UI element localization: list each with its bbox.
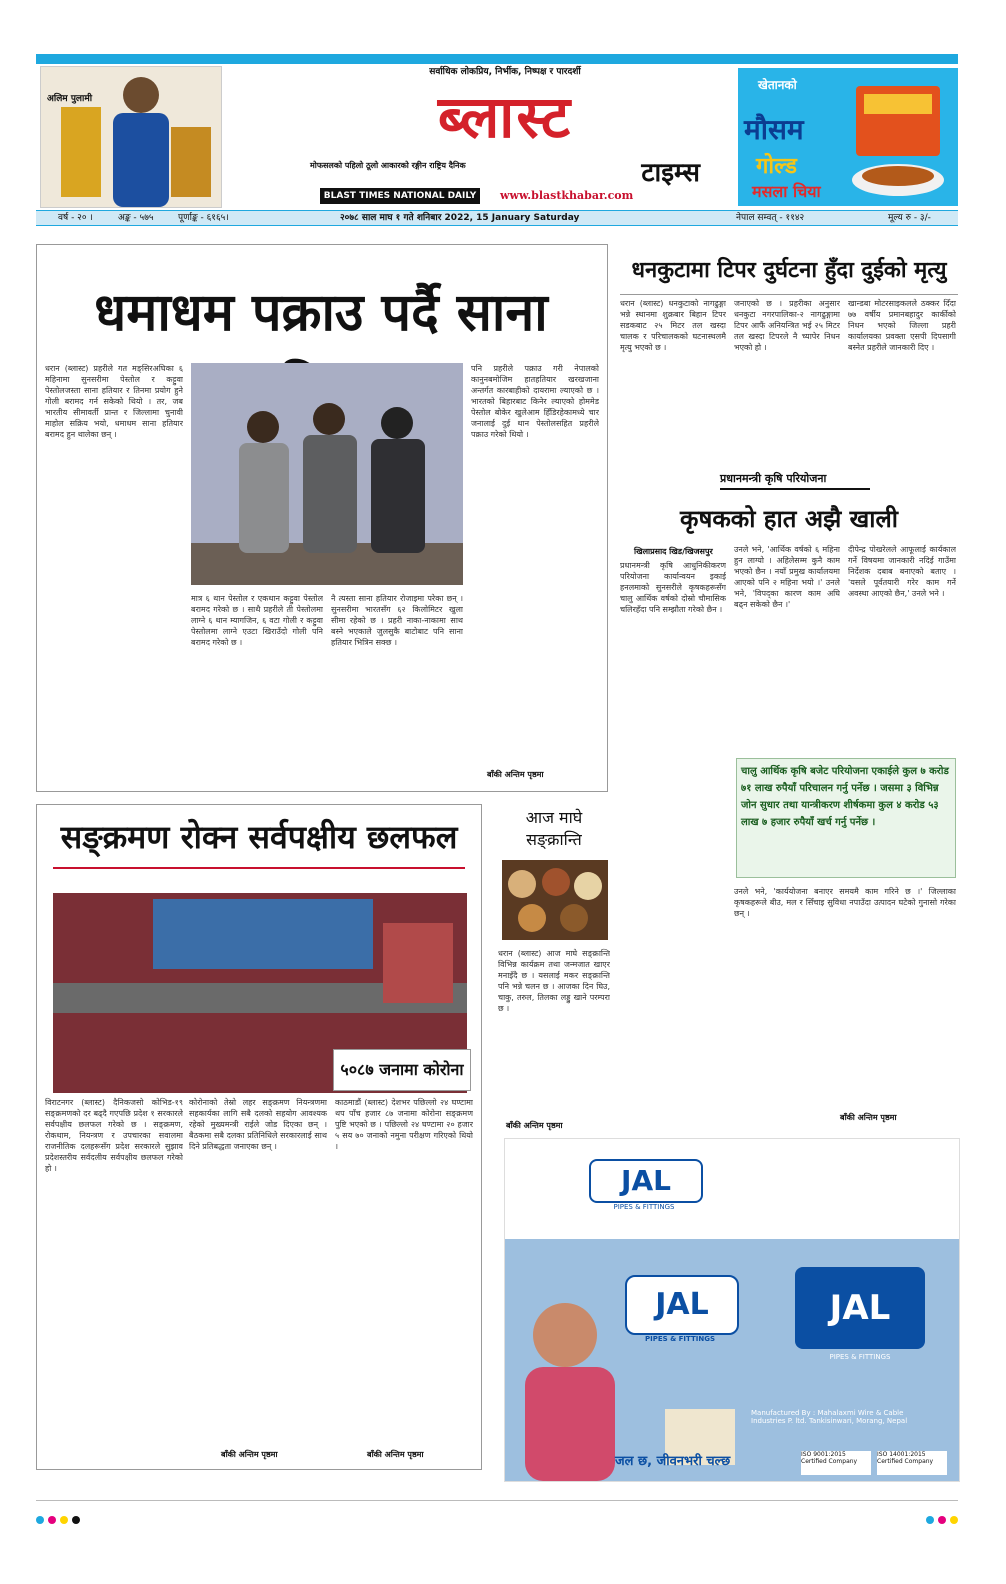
issue-number: अङ्क - ५७५ <box>118 213 154 223</box>
story-covid-continued-1[interactable]: बाँकी अन्तिम पृष्ठमा <box>221 1450 278 1459</box>
tea-gold: गोल्ड <box>756 154 797 179</box>
story-covid-continued-2[interactable]: बाँकी अन्तिम पृष्ठमा <box>367 1450 424 1459</box>
story-covid-headline[interactable]: सङ्क्रमण रोक्न सर्वपक्षीय छलफल <box>60 818 458 856</box>
masthead-tagline: मोफसलको पहिलो ठूलो आकारको रङ्गीन राष्ट्रिय दैनिक <box>310 161 466 170</box>
story-weapons-continued[interactable]: बाँकी अन्तिम पृष्ठमा <box>487 770 544 779</box>
story-weapons-col-mid-right: नै त्यस्ता साना हतियार रोजाइमा परेका छन् । सुनसरीमा भारतसँग ६२ किलोमिटर खुला सीमा रहेको छ । प्रहरी नाका-नाकामा साथ बस्ने भएकाले जुलसुकै बाटोबाट पनि साना हतियार भित्रिन सक्छ । <box>331 594 463 647</box>
bottom-rule <box>36 1500 958 1501</box>
story-covid <box>36 804 482 1470</box>
issue-info-bar <box>36 210 958 226</box>
masthead-top-bar <box>36 54 958 64</box>
arrest-photo-graphic <box>191 363 463 585</box>
story-farmers-continued[interactable]: बाँकी अन्तिम पृष्ठमा <box>840 1113 897 1122</box>
masthead-tagline-top: सर्वाधिक लोकप्रिय, निर्भीक, निष्पक्ष र पारदर्शी <box>429 67 581 77</box>
tea-brand: खेतानको <box>758 78 797 92</box>
story-weapons-col1: धरान (ब्लास्ट) प्रहरीले गत मङ्सिरअघिका ६ महिनामा सुनसरीमा पेस्तोल र कट्टुवा पेस्तोलजस्ता साना हतियार र तिनमा प्रयोग हुने गोली बरामद गर्न सकेको थियो । तर, जब भारतीय सीमावर्ती प्रान्त र जिल्लामा चुनावी माहोल सक्रिय भयो, धमाधम साना हतियार बरामद हुन थालेका छन् । <box>45 364 183 439</box>
story-accident-col3: खान्डबा मोटरसाइकलले ठक्कर दिँदा ७७ वर्षीय प्रमानबहादुर कार्कीको निधन भएको जिल्ला प्रहरी कार्यालयका प्रवक्ता एसपी दिपसागी बस्नेत प्रहरीले जानकारी दिए । <box>848 299 956 352</box>
jal-sub-top: PIPES & FITTINGS <box>613 1203 675 1211</box>
story-sankranti-title-1[interactable]: आज माघे <box>525 808 583 827</box>
price: मूल्य रु - ३/- <box>888 213 931 223</box>
jal-logo-top: JAL <box>589 1159 703 1203</box>
budget-highlight-box: चालु आर्थिक कृषि बजेट परियोजना एकाईले कुल ७ करोड ७१ लाख रुपैयाँ परिचालन गर्नु पर्नेछ । जसमा ३ विभिन्न जोन सुधार तथा यान्त्रीकरण शीर्षकमा कुल ४ करोड ५३ लाख ७ हजार रुपैयाँ खर्च गर्नु पर्नेछ । <box>736 758 956 878</box>
nepal-sambat: नेपाल सम्वत् - ११४२ <box>736 213 805 223</box>
tea-advertisement[interactable] <box>738 68 958 206</box>
story-farmers-headline[interactable]: कृषकको हात अझै खाली <box>680 504 898 533</box>
story-farmers-col1: प्रधानमन्त्री कृषि आधुनिकीकरण परियोजना कार्यान्वयन इकाई हनलमाको सुनसरीले कृषकहरूसँग चालु आर्थिक वर्षको दोस्रो चौमासिक चलिरहँदा पनि सम्झौता गरेको छैन । <box>620 561 726 614</box>
story-farmers-col-bottom: उनले भने, 'कार्ययोजना बनाएर समयमै काम गरिने छ ।' जिल्लाका कृषकहरूले बीउ, मल र सिँचाइ सुविधा नपाउँदा उत्पादन घटेको गुनासो गरेका छन् । <box>734 887 956 918</box>
story-covid-col2: कोरोनाको तेस्रो लहर सङ्क्रमण नियन्त्रणमा सहकार्यका लागि सबै दलको सहयोग आवश्यक रहेको मुख्यमन्त्री राईले जोड दिएका छन् । बैठकमा सबै दलका प्रतिनिधिले सरकारलाई साथ दिने प्रतिबद्धता जनाएका छन् । <box>189 1098 327 1151</box>
registration-mark <box>938 1516 946 1524</box>
story-sankranti-title-2[interactable]: सङ्क्रान्ति <box>526 830 582 849</box>
story-weapons-col-mid-left: मात्र ६ थान पेस्तोल र एकथान कट्टुवा पेस्तोल बरामद गरेको छ । साथै प्रहरीले ती पेस्तोलमा लाग्ने ६ थान म्यागजिन, ६ वटा गोली र कट्टुवा पेस्तोलमा लाग्ने एउटा खिराउँदो गोली पनि बरामद गरेको छ । <box>191 594 323 647</box>
masthead-photo <box>40 66 222 208</box>
registration-mark <box>72 1516 80 1524</box>
story-farmers-byline: खिलाप्रसाद खिड/खिजसपुर <box>634 547 713 556</box>
story-accident-col1: धरान (ब्लास्ट) धनकुटाको नागढुङ्गा भन्ने स्थानमा शुक्रबार बिहान टिपर सडकबाट २५ मिटर तल खस्दा चालक र परिचालकको घटनास्थलमै मृत्यु भएको छ । <box>620 299 726 352</box>
story-weapons <box>36 244 608 792</box>
story-covid-col3: काठमाडौं (ब्लास्ट) देशभर पछिल्लो २४ घण्टामा थप पाँच हजार ८७ जनामा कोरोना सङ्क्रमण पुष्टि भएको छ । पछिल्लो २४ घण्टामा २० हजार ५ सय ७० जनाको नमुना परीक्षण गरिएको थियो । <box>335 1098 473 1151</box>
jal-iso-14001: ISO 14001:2015 Certified Company <box>877 1451 947 1475</box>
story-farmers-col2: उनले भने, 'आर्थिक वर्षको ६ महिना हुन लाग्यो । अहिलेसम्म कुनै काम भएको छैन । नयाँ प्रमुख कार्यालयमा आएको पनि २ महिना भयो ।' उनले भने, 'विपद्का कारण काम अघि बढ्न सकेको छैन ।' <box>734 545 840 609</box>
story-weapons-headline[interactable]: धमाधम पक्राउ पर्दै साना <box>94 282 548 343</box>
masthead-logo[interactable] <box>300 64 710 206</box>
tea-name: मौसम <box>744 113 804 146</box>
website-link[interactable]: www.blastkhabar.com <box>500 189 634 202</box>
story-sankranti-continued[interactable]: बाँकी अन्तिम पृष्ठमा <box>506 1121 563 1130</box>
jal-manufacturer: Manufactured By : Mahalaxmi Wire & Cable Industries P. ltd. Tankisinwari, Morang, Nepal <box>751 1409 908 1425</box>
logo-title: ब्लास्ट <box>437 83 573 151</box>
photo-caption: अलिम पुलामी <box>47 94 93 104</box>
issue-date: २०७८ साल माघ १ गते शनिबार 2022, 15 January Saturday <box>340 213 580 223</box>
blast-daily-label: BLAST TIMES NATIONAL DAILY <box>320 188 480 204</box>
total-issue: पूर्णाङ्क - ६१६५। <box>178 213 229 223</box>
story-farmers-col3: दीपेन्द्र पोखरेलले आफूलाई कार्यकाल गर्ने विषयमा जानकारी नदिई गाउँमा निर्देशक दबाब बनाएको बताए । 'यसले पूर्वतयारी गरेर काम गर्ने अवस्था आएको छैन,' उनले भने । <box>848 545 956 598</box>
jal-sub-right: PIPES & FITTINGS <box>829 1353 891 1361</box>
story-farmers <box>620 468 958 1128</box>
logo-times: टाइम्स <box>641 158 700 188</box>
story-weapons-col3: पनि प्रहरीले पक्राउ गरी नेपालको कानुनबमोजिम हातहतियार खरखजाना अन्तर्गत कारबाहीको दायरामा ल्याएको छ । भारतको बिहारबाट किनेर ल्याएको होममेड पेस्तोल बोकेर खुलेआम हिँडिरहेकामध्ये चार जनालाई दुई थान पेस्तोलसहित प्रहरीले पक्राउ गरेको थियो । <box>471 364 599 439</box>
headline-divider <box>620 294 958 295</box>
story-accident-headline[interactable]: धनकुटामा टिपर दुर्घटना हुँदा दुईको मृत्यु <box>631 257 947 283</box>
jal-advertisement[interactable] <box>504 1138 960 1482</box>
story-covid-col1: विराटनगर (ब्लास्ट) दैनिकजसो कोभिड-१९ सङ्क्रमणको दर बढ्दै गएपछि प्रदेश १ सरकारले सर्वपक्षीय छलफल गरेको छ । सङ्क्रमण, रोकथाम, नियन्त्रण र उपचारका सवालमा राजनीतिक दलहरूसँग प्रदेश सरकारले सुझाव प्रदेशस्तरीय सर्वदलीय सर्वपक्षीय छलफल गरेको हो । <box>45 1098 183 1173</box>
sweets-photo <box>502 860 608 940</box>
registration-mark <box>36 1516 44 1524</box>
arrest-photo <box>191 363 463 585</box>
story-sankranti-text: धरान (ब्लास्ट) आज माघे सङ्क्रान्ति विभिन्न कार्यक्रम तथा जन्मजात खाएर मनाइँदै छ । यसलाई मकर सङ्क्रान्ति पनि भन्ने चलन छ । आजका दिन घिउ, चाकु, तरुल, तिलका लड्डु खाने परम्परा छ । <box>498 949 610 1013</box>
story-accident-col2: जनाएको छ । प्रहरीका अनुसार धनकुटा नगरपालिका-२ नागढुङ्गामा टिपर आफैं अनियन्त्रित भई २५ मिटर तल खस्दा टिपरले नै च्यापेर निधन भएको हो । <box>734 299 840 352</box>
story-accident <box>620 244 958 464</box>
story-farmers-kicker: प्रधानमन्त्री कृषि परियोजना <box>720 470 870 490</box>
jal-tagline: जल छ, जीवनभरी चल्छ <box>615 1454 731 1469</box>
jal-logo-mid: JAL <box>625 1275 739 1335</box>
registration-mark <box>48 1516 56 1524</box>
story-sankranti <box>496 804 612 1138</box>
jal-sub-mid: PIPES & FITTINGS <box>644 1335 715 1343</box>
tea-type: मसला चिया <box>752 182 821 201</box>
registration-mark <box>60 1516 68 1524</box>
jal-iso-9001: ISO 9001:2015 Certified Company <box>801 1451 871 1475</box>
sweets-graphic <box>502 860 608 940</box>
athlete-photo <box>41 67 221 207</box>
covid-count-label[interactable]: ५०८७ जनामा कोरोना <box>333 1049 471 1091</box>
registration-mark <box>950 1516 958 1524</box>
volume: वर्ष - २० । <box>58 213 93 223</box>
jal-logo-right: JAL <box>795 1267 925 1349</box>
registration-mark <box>926 1516 934 1524</box>
headline-rule <box>53 867 465 869</box>
